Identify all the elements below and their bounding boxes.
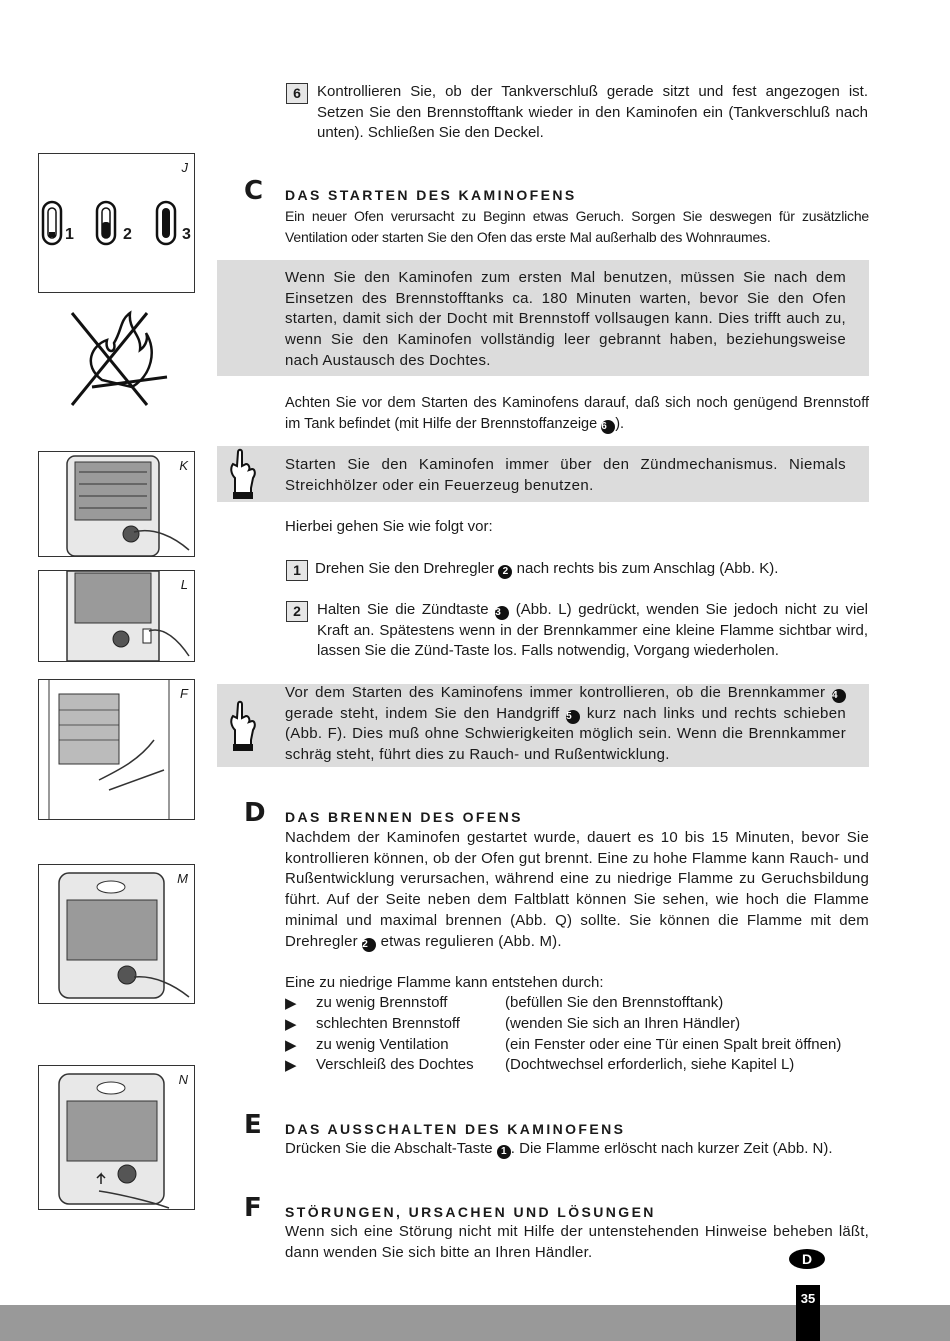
bullet-arrow-icon: ▶	[285, 995, 297, 1012]
cause-label: Verschleiß des Dochtes	[316, 1056, 474, 1073]
combustion-chamber-illustration	[39, 680, 194, 819]
fuel-gauge-icon	[39, 154, 194, 292]
bullet-arrow-icon: ▶	[285, 1037, 297, 1054]
figure-f-label: F	[180, 686, 188, 701]
section-e-text	[285, 1139, 869, 1160]
figure-k-label: K	[179, 458, 188, 473]
figure-n	[38, 1065, 195, 1210]
step-1-b: nach rechts bis zum Anschlag (Abb. K).	[512, 560, 779, 577]
section-f-heading: STÖRUNGEN, URSACHEN UND LÖSUNGEN	[285, 1204, 656, 1220]
regulator-ref: 2	[362, 938, 376, 952]
section-c-heading: DAS STARTEN DES KAMINOFENS	[285, 187, 577, 203]
cause-label: zu wenig Brennstoff	[316, 994, 448, 1011]
figure-j-label: J	[181, 160, 188, 175]
cause-remedy: (wenden Sie sich an Ihren Händler)	[505, 1015, 741, 1032]
figure-l-label: L	[180, 577, 188, 592]
step-2-number: 2	[286, 601, 308, 622]
section-d-heading: DAS BRENNEN DES OFENS	[285, 809, 523, 825]
section-e-b: . Die Flamme erlöscht nach kurzer Zeit (Abb. N).	[510, 1140, 833, 1157]
step-2-a: Halten Sie die Zündtaste	[317, 601, 496, 618]
chamber-ref: 4	[832, 689, 846, 703]
figure-f	[38, 679, 195, 820]
cause-label: zu wenig Ventilation	[316, 1036, 449, 1053]
note-first-use-text: Wenn Sie den Kaminofen zum ersten Mal benutzen, müssen Sie nach dem Einsetzen des Brennstofftanks ca. 180 Minuten warten, bevor Sie den Ofen starten, damit sich der Docht mit Brennstoff vollsaugen kann. Dies trifft auch zu, wenn Sie den Kaminofen vollständig leer gebrannt haben, beziehungsweise nach Austausch des Dochtes.	[285, 269, 846, 369]
gauge-level-2: 2	[123, 226, 132, 243]
step-1-text	[315, 559, 868, 580]
heater-regulator-illustration	[39, 865, 194, 1003]
gauge-level-1: 1	[65, 226, 74, 243]
figure-l	[38, 570, 195, 662]
fuel-gauge-ref: 6	[601, 420, 615, 434]
section-e-letter: E	[244, 1110, 262, 1140]
section-d-a: Nachdem der Kaminofen gestartet wurde, dauert es 10 bis 15 Minuten, bevor Sie kontrollieren können, ob der Ofen gut brennt. Eine zu hohe Flamme kann Rauch- und Rußentwicklung verursachen, während eine zu niedrige Flamme zu Geruchsbildung führt. Auf der Seite neben dem Faltblatt können Sie sehen, wie hoch die Flamme minimal und maximal brennen (Abb. Q) sollte. Sie können die Flamme mit dem Drehregler	[285, 829, 869, 950]
note-chamber-text	[285, 683, 846, 766]
ignition-ref: 3	[495, 606, 509, 620]
pointing-hand-icon	[225, 700, 257, 752]
knob-ref: 2	[498, 565, 512, 579]
howto-text: Hierbei gehen Sie wie folgt vor:	[285, 518, 493, 535]
cause-remedy: (befüllen Sie den Brennstofftank)	[505, 994, 724, 1011]
figure-k	[38, 451, 195, 557]
causes-intro: Eine zu niedrige Flamme kann entstehen durch:	[285, 974, 604, 991]
step-1-number: 1	[286, 560, 308, 581]
step-6-number: 6	[286, 83, 308, 104]
page-number: 35	[796, 1285, 820, 1341]
bullet-arrow-icon: ▶	[285, 1016, 297, 1033]
cause-remedy: (Dochtwechsel erforderlich, siehe Kapitel L)	[505, 1056, 795, 1073]
step-1-a: Drehen Sie den Drehregler	[315, 560, 499, 577]
section-d-b: etwas regulieren (Abb. M).	[376, 932, 562, 950]
step-2-b: (Abb. L) gedrückt, wenden Sie jedoch nicht zu viel Kraft an. Spätestens wenn in der Brennkammer eine kleine Flamme sichtbar wird, lassen Sie die Zünd-Taste los. Falls notwendig, Vorgang wiederholen.	[317, 601, 869, 660]
section-d-letter: D	[244, 798, 266, 828]
figure-n-label: N	[178, 1072, 188, 1087]
fuel-check-b: ).	[615, 415, 625, 432]
note-ignition-text: Starten Sie den Kaminofen immer über den Zündmechanismus. Niemals Streichhölzer oder ein Feuerzeug benutzen.	[285, 456, 846, 494]
section-c-letter: C	[244, 176, 264, 206]
figure-m	[38, 864, 195, 1004]
section-c-intro: Ein neuer Ofen verursacht zu Beginn etwas Geruch. Sorgen Sie deswegen für zusätzliche Ventilation oder starten Sie den Ofen das erste Mal außerhalb des Wohnraumes.	[285, 208, 869, 245]
shutoff-ref: 1	[497, 1145, 511, 1159]
note-3-c: kurz nach links und rechts schieben (Abb. F). Dies muß ohne Schwierigkeiten möglich sein. Wenn die Brennkammer schräg steht, führt dies zu Rauch- und Rußentwicklung.	[285, 704, 846, 764]
bullet-arrow-icon: ▶	[285, 1057, 297, 1074]
language-badge: D	[789, 1249, 825, 1269]
figure-m-label: M	[177, 871, 188, 886]
cause-label: schlechten Brennstoff	[316, 1015, 460, 1032]
step-2-text	[317, 600, 868, 662]
section-f-letter: F	[244, 1193, 262, 1223]
heater-shutoff-illustration	[39, 1066, 194, 1209]
section-d-text	[285, 828, 869, 952]
no-match-icon	[62, 305, 172, 410]
step-6-text: Kontrollieren Sie, ob der Tankverschluß gerade sitzt und fest angezogen ist. Setzen Sie den Brennstofftank wieder in den Kaminofen ein (Tankverschluß nach unten). Schließen Sie den Deckel.	[317, 83, 868, 142]
heater-knob-illustration	[39, 452, 194, 556]
ignition-button-illustration	[39, 571, 194, 661]
figure-j	[38, 153, 195, 293]
fuel-check-text	[285, 393, 869, 434]
fuel-check-a: Achten Sie vor dem Starten des Kaminofens darauf, daß sich noch genügend Brennstoff im Tank befindet (mit Hilfe der Brennstoffanzeige	[285, 395, 869, 432]
section-e-heading: DAS AUSSCHALTEN DES KAMINOFENS	[285, 1121, 626, 1137]
pointing-hand-icon	[225, 448, 257, 500]
section-e-a: Drücken Sie die Abschalt-Taste	[285, 1140, 497, 1157]
note-3-a: Vor dem Starten des Kaminofens immer kontrollieren, ob die Brennkammer	[285, 684, 832, 701]
cause-remedy: (ein Fenster oder eine Tür einen Spalt breit öffnen)	[505, 1036, 842, 1053]
note-3-b: gerade steht, indem Sie den Handgriff	[285, 704, 567, 722]
section-f-text: Wenn sich eine Störung nicht mit Hilfe der untenstehenden Hinweise beheben läßt, dann wenden Sie sich bitte an Ihren Händler.	[285, 1223, 869, 1261]
handle-ref: 5	[566, 710, 580, 724]
gauge-level-3: 3	[182, 226, 191, 243]
